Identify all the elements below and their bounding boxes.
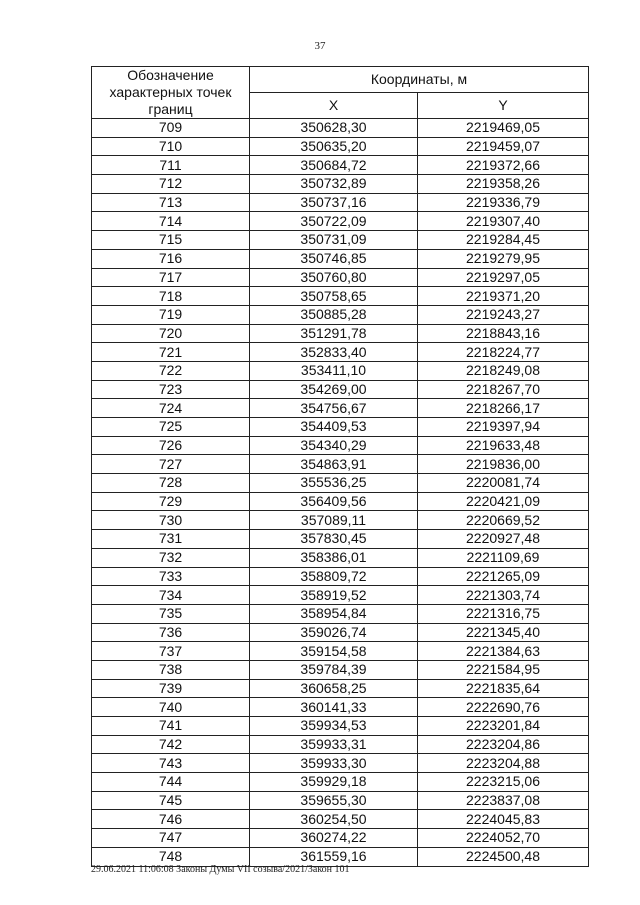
table-row bbox=[92, 305, 589, 324]
table-row bbox=[92, 829, 589, 848]
cell-y: 2223204,88 bbox=[418, 754, 589, 773]
cell-x: 359929,18 bbox=[250, 773, 418, 792]
cell-x: 358809,72 bbox=[250, 567, 418, 586]
cell-point: 739 bbox=[92, 679, 250, 698]
cell-y: 2219358,26 bbox=[418, 175, 589, 194]
cell-y: 2220081,74 bbox=[418, 474, 589, 493]
table-row bbox=[92, 754, 589, 773]
cell-point: 745 bbox=[92, 791, 250, 810]
table-row bbox=[92, 249, 589, 268]
cell-y: 2219372,66 bbox=[418, 156, 589, 175]
table-row bbox=[92, 212, 589, 231]
cell-x: 357089,11 bbox=[250, 511, 418, 530]
cell-point: 718 bbox=[92, 287, 250, 306]
cell-x: 354409,53 bbox=[250, 418, 418, 437]
cell-point: 736 bbox=[92, 623, 250, 642]
cell-x: 360254,50 bbox=[250, 810, 418, 829]
footer-stamp: 29.06.2021 11:06:08 Законы Думы VII созыва/2021/Закон 101 bbox=[91, 864, 350, 875]
cell-x: 356409,56 bbox=[250, 492, 418, 511]
cell-x: 350746,85 bbox=[250, 249, 418, 268]
cell-point: 738 bbox=[92, 660, 250, 679]
table-row bbox=[92, 717, 589, 736]
cell-y: 2220927,48 bbox=[418, 530, 589, 549]
cell-y: 2222690,76 bbox=[418, 698, 589, 717]
cell-y: 2224052,70 bbox=[418, 829, 589, 848]
cell-x: 352833,40 bbox=[250, 343, 418, 362]
cell-point: 723 bbox=[92, 380, 250, 399]
cell-y: 2224500,48 bbox=[418, 847, 589, 866]
header-designation: Обозначение характерных точек границ bbox=[92, 67, 250, 119]
page-number: 37 bbox=[314, 40, 326, 52]
cell-point: 712 bbox=[92, 175, 250, 194]
table-row bbox=[92, 492, 589, 511]
cell-y: 2223201,84 bbox=[418, 717, 589, 736]
table-row bbox=[92, 455, 589, 474]
cell-point: 747 bbox=[92, 829, 250, 848]
cell-x: 358954,84 bbox=[250, 604, 418, 623]
cell-y: 2219397,94 bbox=[418, 418, 589, 437]
cell-point: 716 bbox=[92, 249, 250, 268]
cell-point: 728 bbox=[92, 474, 250, 493]
cell-y: 2221316,75 bbox=[418, 604, 589, 623]
cell-y: 2223837,08 bbox=[418, 791, 589, 810]
cell-y: 2219284,45 bbox=[418, 231, 589, 250]
header-y: Y bbox=[418, 93, 589, 119]
cell-y: 2220669,52 bbox=[418, 511, 589, 530]
table-row bbox=[92, 623, 589, 642]
table-row bbox=[92, 474, 589, 493]
cell-x: 359655,30 bbox=[250, 791, 418, 810]
table-row bbox=[92, 137, 589, 156]
cell-x: 358919,52 bbox=[250, 586, 418, 605]
cell-y: 2219836,00 bbox=[418, 455, 589, 474]
cell-point: 730 bbox=[92, 511, 250, 530]
table-row bbox=[92, 231, 589, 250]
cell-point: 732 bbox=[92, 548, 250, 567]
table-row bbox=[92, 119, 589, 138]
cell-point: 731 bbox=[92, 530, 250, 549]
cell-y: 2219633,48 bbox=[418, 436, 589, 455]
header-x: X bbox=[250, 93, 418, 119]
cell-y: 2221303,74 bbox=[418, 586, 589, 605]
cell-x: 355536,25 bbox=[250, 474, 418, 493]
cell-y: 2219307,40 bbox=[418, 212, 589, 231]
cell-point: 733 bbox=[92, 567, 250, 586]
cell-point: 713 bbox=[92, 193, 250, 212]
cell-point: 740 bbox=[92, 698, 250, 717]
cell-y: 2219297,05 bbox=[418, 268, 589, 287]
cell-y: 2221345,40 bbox=[418, 623, 589, 642]
table-row bbox=[92, 773, 589, 792]
table-row bbox=[92, 193, 589, 212]
cell-x: 350684,72 bbox=[250, 156, 418, 175]
table-row bbox=[92, 791, 589, 810]
cell-y: 2223204,86 bbox=[418, 735, 589, 754]
cell-y: 2218224,77 bbox=[418, 343, 589, 362]
table-row bbox=[92, 698, 589, 717]
cell-y: 2218267,70 bbox=[418, 380, 589, 399]
table-body bbox=[92, 119, 589, 867]
table-row bbox=[92, 380, 589, 399]
table-row bbox=[92, 735, 589, 754]
cell-y: 2219279,95 bbox=[418, 249, 589, 268]
cell-y: 2221384,63 bbox=[418, 642, 589, 661]
table-row bbox=[92, 156, 589, 175]
cell-x: 354863,91 bbox=[250, 455, 418, 474]
cell-x: 350628,30 bbox=[250, 119, 418, 138]
cell-y: 2218266,17 bbox=[418, 399, 589, 418]
cell-point: 724 bbox=[92, 399, 250, 418]
cell-y: 2218843,16 bbox=[418, 324, 589, 343]
cell-y: 2224045,83 bbox=[418, 810, 589, 829]
cell-y: 2219469,05 bbox=[418, 119, 589, 138]
cell-x: 357830,45 bbox=[250, 530, 418, 549]
cell-point: 717 bbox=[92, 268, 250, 287]
cell-point: 714 bbox=[92, 212, 250, 231]
cell-x: 359933,30 bbox=[250, 754, 418, 773]
table-row bbox=[92, 175, 589, 194]
table-row bbox=[92, 324, 589, 343]
table-row bbox=[92, 530, 589, 549]
cell-x: 350635,20 bbox=[250, 137, 418, 156]
table-row bbox=[92, 361, 589, 380]
cell-x: 360141,33 bbox=[250, 698, 418, 717]
header-coordinates: Координаты, м bbox=[250, 67, 589, 93]
table-row bbox=[92, 343, 589, 362]
table-row bbox=[92, 268, 589, 287]
cell-point: 748 bbox=[92, 847, 250, 866]
cell-x: 350885,28 bbox=[250, 305, 418, 324]
cell-x: 361559,16 bbox=[250, 847, 418, 866]
table-row bbox=[92, 287, 589, 306]
table-row bbox=[92, 511, 589, 530]
cell-x: 353411,10 bbox=[250, 361, 418, 380]
cell-y: 2219459,07 bbox=[418, 137, 589, 156]
cell-point: 727 bbox=[92, 455, 250, 474]
cell-point: 709 bbox=[92, 119, 250, 138]
cell-point: 742 bbox=[92, 735, 250, 754]
cell-y: 2219336,79 bbox=[418, 193, 589, 212]
cell-x: 358386,01 bbox=[250, 548, 418, 567]
cell-point: 725 bbox=[92, 418, 250, 437]
cell-y: 2219243,27 bbox=[418, 305, 589, 324]
table-row bbox=[92, 679, 589, 698]
cell-x: 359784,39 bbox=[250, 660, 418, 679]
cell-y: 2223215,06 bbox=[418, 773, 589, 792]
table-row bbox=[92, 418, 589, 437]
cell-y: 2221584,95 bbox=[418, 660, 589, 679]
cell-y: 2220421,09 bbox=[418, 492, 589, 511]
table-row bbox=[92, 604, 589, 623]
cell-x: 350731,09 bbox=[250, 231, 418, 250]
cell-x: 350737,16 bbox=[250, 193, 418, 212]
cell-point: 711 bbox=[92, 156, 250, 175]
cell-x: 350722,09 bbox=[250, 212, 418, 231]
cell-point: 710 bbox=[92, 137, 250, 156]
cell-point: 722 bbox=[92, 361, 250, 380]
cell-point: 721 bbox=[92, 343, 250, 362]
cell-y: 2221265,09 bbox=[418, 567, 589, 586]
cell-x: 354340,29 bbox=[250, 436, 418, 455]
table-row bbox=[92, 586, 589, 605]
cell-x: 359026,74 bbox=[250, 623, 418, 642]
cell-y: 2221835,64 bbox=[418, 679, 589, 698]
cell-point: 720 bbox=[92, 324, 250, 343]
coordinates-table bbox=[91, 66, 589, 867]
cell-point: 741 bbox=[92, 717, 250, 736]
cell-y: 2219371,20 bbox=[418, 287, 589, 306]
cell-x: 350760,80 bbox=[250, 268, 418, 287]
cell-point: 735 bbox=[92, 604, 250, 623]
table-row bbox=[92, 642, 589, 661]
cell-x: 350732,89 bbox=[250, 175, 418, 194]
cell-point: 726 bbox=[92, 436, 250, 455]
cell-x: 354269,00 bbox=[250, 380, 418, 399]
table-row bbox=[92, 660, 589, 679]
cell-x: 350758,65 bbox=[250, 287, 418, 306]
cell-x: 360658,25 bbox=[250, 679, 418, 698]
table-row bbox=[92, 810, 589, 829]
cell-y: 2218249,08 bbox=[418, 361, 589, 380]
cell-point: 715 bbox=[92, 231, 250, 250]
cell-x: 359933,31 bbox=[250, 735, 418, 754]
cell-x: 359154,58 bbox=[250, 642, 418, 661]
cell-point: 734 bbox=[92, 586, 250, 605]
cell-point: 729 bbox=[92, 492, 250, 511]
cell-point: 746 bbox=[92, 810, 250, 829]
cell-point: 737 bbox=[92, 642, 250, 661]
cell-x: 360274,22 bbox=[250, 829, 418, 848]
cell-y: 2221109,69 bbox=[418, 548, 589, 567]
table-row bbox=[92, 399, 589, 418]
table-row bbox=[92, 436, 589, 455]
cell-x: 351291,78 bbox=[250, 324, 418, 343]
cell-point: 744 bbox=[92, 773, 250, 792]
table-row bbox=[92, 567, 589, 586]
cell-point: 719 bbox=[92, 305, 250, 324]
table-row bbox=[92, 548, 589, 567]
cell-x: 354756,67 bbox=[250, 399, 418, 418]
cell-point: 743 bbox=[92, 754, 250, 773]
cell-x: 359934,53 bbox=[250, 717, 418, 736]
